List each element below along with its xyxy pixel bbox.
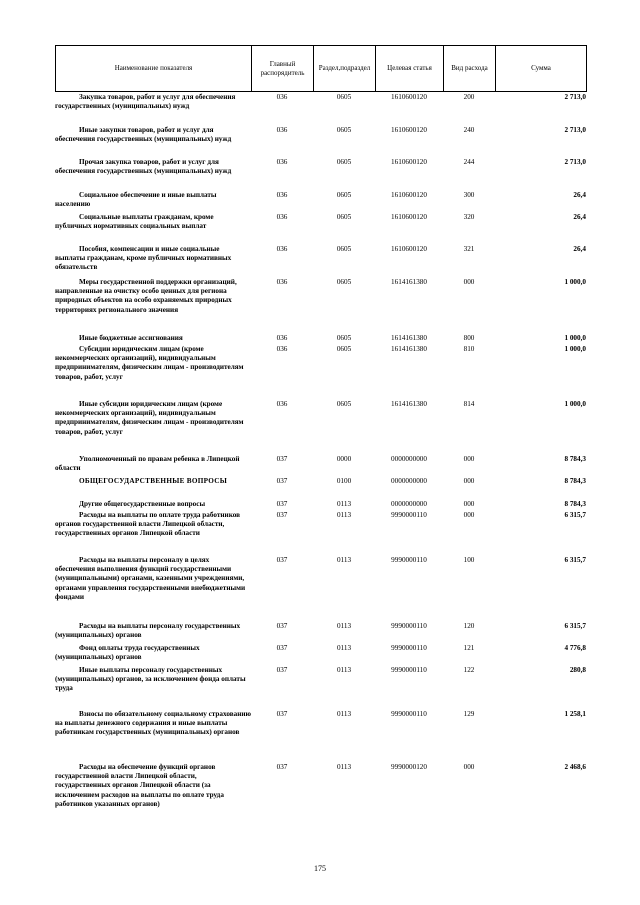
row-section: 0113 bbox=[336, 556, 352, 564]
row-grbs: 036 bbox=[276, 158, 288, 166]
row-section: 0605 bbox=[336, 345, 352, 353]
row-section: 0113 bbox=[336, 763, 352, 771]
row-sum: 2 468,6 bbox=[564, 763, 586, 771]
row-name: Другие общегосударственные вопросы bbox=[79, 500, 206, 508]
row-expense-type: 000 bbox=[463, 500, 475, 508]
row-target: 9990000110 bbox=[391, 556, 427, 564]
row-expense-type: 120 bbox=[463, 622, 475, 630]
row-name: Субсидии юридическим лицам (кроме некоммерческих организаций), индивидуальным предпринимателям, физическим лицам - производителям товаров, работ, услуг bbox=[55, 345, 244, 381]
row-expense-type: 000 bbox=[463, 477, 475, 485]
row-target: 1610600120 bbox=[391, 245, 427, 253]
row-grbs: 037 bbox=[276, 477, 288, 485]
row-target: 9990000120 bbox=[391, 763, 427, 771]
row-name: Взносы по обязательному социальному страхованию на выплаты денежного содержания и иные выплаты работникам государственных (муниципальных) органов bbox=[55, 710, 252, 737]
row-name: Расходы на выплаты по оплате труда работников органов государственной власти Липецкой области, государственных органов Липецкой области bbox=[55, 511, 241, 538]
row-sum: 1 258,1 bbox=[564, 710, 586, 718]
row-target: 1610600120 bbox=[391, 158, 427, 166]
row-target: 1614161380 bbox=[391, 278, 427, 286]
row-target: 9990000110 bbox=[391, 644, 427, 652]
table-header bbox=[55, 45, 587, 92]
row-grbs: 036 bbox=[276, 191, 288, 199]
row-expense-type: 810 bbox=[463, 345, 475, 353]
row-grbs: 037 bbox=[276, 622, 288, 630]
row-section: 0605 bbox=[336, 334, 352, 342]
row-sum: 8 784,3 bbox=[564, 455, 586, 463]
row-expense-type: 000 bbox=[463, 455, 475, 463]
row-sum: 1 000,0 bbox=[564, 400, 586, 408]
row-target: 9990000110 bbox=[391, 511, 427, 519]
row-target: 9990000110 bbox=[391, 622, 427, 630]
row-name: Социальное обеспечение и иные выплаты населению bbox=[55, 191, 217, 209]
row-target: 0000000000 bbox=[391, 500, 427, 508]
row-sum: 26,4 bbox=[573, 213, 586, 221]
row-name: Расходы на выплаты персоналу в целях обеспечения выполнения функций государственными (муниципальными) органами, казенными учреждениями, органами управления государственными внебюджетными фондами bbox=[55, 556, 246, 601]
header-sum: Сумма bbox=[496, 46, 587, 92]
row-expense-type: 122 bbox=[463, 666, 475, 674]
row-expense-type: 000 bbox=[463, 511, 475, 519]
row-name: Иные субсидии юридическим лицам (кроме некоммерческих организаций), индивидуальным предпринимателям, физическим лицам - производителям товаров, работ, услуг bbox=[55, 400, 244, 436]
header-section: Раздел,подраздел bbox=[314, 46, 376, 92]
row-name: Меры государственной поддержки организаций, направленные на очистку особо ценных для региона природных объектов на особо охраняемых природных территориях регионального значения bbox=[55, 278, 237, 314]
row-target: 9990000110 bbox=[391, 710, 427, 718]
row-target: 0000000000 bbox=[391, 455, 427, 463]
row-section: 0000 bbox=[336, 455, 352, 463]
row-name: Иные выплаты персоналу государственных (муниципальных) органов, за исключением фонда оплаты труда bbox=[55, 666, 246, 693]
row-expense-type: 240 bbox=[463, 126, 475, 134]
row-grbs: 037 bbox=[276, 644, 288, 652]
row-name: Иные бюджетные ассигнования bbox=[79, 334, 183, 342]
row-section: 0113 bbox=[336, 622, 352, 630]
row-grbs: 036 bbox=[276, 400, 288, 408]
row-grbs: 036 bbox=[276, 345, 288, 353]
row-section: 0605 bbox=[336, 245, 352, 253]
row-target: 1610600120 bbox=[391, 93, 427, 101]
row-expense-type: 000 bbox=[463, 278, 475, 286]
row-target: 1614161380 bbox=[391, 334, 427, 342]
row-grbs: 036 bbox=[276, 126, 288, 134]
row-grbs: 036 bbox=[276, 334, 288, 342]
row-grbs: 037 bbox=[276, 666, 288, 674]
row-target: 1610600120 bbox=[391, 126, 427, 134]
row-section: 0605 bbox=[336, 213, 352, 221]
row-sum: 2 713,0 bbox=[564, 158, 586, 166]
row-expense-type: 129 bbox=[463, 710, 475, 718]
row-grbs: 037 bbox=[276, 763, 288, 771]
row-sum: 280,8 bbox=[569, 666, 586, 674]
row-expense-type: 121 bbox=[463, 644, 475, 652]
row-sum: 2 713,0 bbox=[564, 126, 586, 134]
row-name: Уполномоченный по правам ребенка в Липецкой области bbox=[55, 455, 240, 473]
row-name: Расходы на обеспечение функций органов государственной власти Липецкой области, государственных органов Липецкой области (за исключением расходов на выплаты по оплате труда работников указанных органов) bbox=[55, 763, 224, 808]
row-expense-type: 320 bbox=[463, 213, 475, 221]
row-expense-type: 321 bbox=[463, 245, 475, 253]
row-section: 0113 bbox=[336, 500, 352, 508]
header-main-manager: Главный распорядитель bbox=[252, 46, 314, 92]
row-section: 0113 bbox=[336, 644, 352, 652]
row-sum: 26,4 bbox=[573, 191, 586, 199]
row-grbs: 036 bbox=[276, 245, 288, 253]
row-expense-type: 300 bbox=[463, 191, 475, 199]
row-target: 9990000110 bbox=[391, 666, 427, 674]
row-name: Прочая закупка товаров, работ и услуг для обеспечения государственных (муниципальных) нужд bbox=[55, 158, 232, 176]
row-sum: 2 713,0 bbox=[564, 93, 586, 101]
row-section: 0113 bbox=[336, 710, 352, 718]
row-section: 0113 bbox=[336, 666, 352, 674]
row-target: 1610600120 bbox=[391, 191, 427, 199]
row-sum: 6 315,7 bbox=[564, 556, 586, 564]
row-expense-type: 800 bbox=[463, 334, 475, 342]
row-section: 0605 bbox=[336, 278, 352, 286]
row-target: 0000000000 bbox=[391, 477, 427, 485]
row-expense-type: 814 bbox=[463, 400, 475, 408]
row-sum: 4 776,8 bbox=[564, 644, 586, 652]
row-name: Расходы на выплаты персоналу государственных (муниципальных) органов bbox=[55, 622, 241, 640]
row-section: 0113 bbox=[336, 511, 352, 519]
row-target: 1614161380 bbox=[391, 345, 427, 353]
row-sum: 1 000,0 bbox=[564, 334, 586, 342]
row-sum: 26,4 bbox=[573, 245, 586, 253]
row-name: Закупка товаров, работ и услуг для обеспечения государственных (муниципальных) нужд bbox=[55, 93, 236, 111]
row-sum: 8 784,3 bbox=[564, 500, 586, 508]
row-section: 0605 bbox=[336, 158, 352, 166]
row-grbs: 037 bbox=[276, 556, 288, 564]
row-sum: 6 315,7 bbox=[564, 622, 586, 630]
row-grbs: 037 bbox=[276, 500, 288, 508]
row-grbs: 037 bbox=[276, 511, 288, 519]
row-target: 1614161380 bbox=[391, 400, 427, 408]
row-name: Социальные выплаты гражданам, кроме публичных нормативных социальных выплат bbox=[55, 213, 214, 231]
row-sum: 1 000,0 bbox=[564, 278, 586, 286]
row-expense-type: 000 bbox=[463, 763, 475, 771]
header-name: Наименование показателя bbox=[56, 46, 252, 92]
row-section: 0100 bbox=[336, 477, 352, 485]
row-sum: 6 315,7 bbox=[564, 511, 586, 519]
row-grbs: 037 bbox=[276, 710, 288, 718]
row-name: Иные закупки товаров, работ и услуг для обеспечения государственных (муниципальных) нужд bbox=[55, 126, 232, 144]
row-section: 0605 bbox=[336, 93, 352, 101]
row-expense-type: 200 bbox=[463, 93, 475, 101]
page-number: 175 bbox=[314, 864, 326, 873]
row-grbs: 037 bbox=[276, 455, 288, 463]
row-name: Фонд оплаты труда государственных (муниципальных) органов bbox=[55, 644, 200, 662]
header-expense-type: Вид расхода bbox=[444, 46, 496, 92]
row-name: Пособия, компенсации и иные социальные выплаты гражданам, кроме публичных нормативных обязательств bbox=[55, 245, 232, 272]
row-expense-type: 100 bbox=[463, 556, 475, 564]
row-grbs: 036 bbox=[276, 93, 288, 101]
row-sum: 8 784,3 bbox=[564, 477, 586, 485]
row-section: 0605 bbox=[336, 191, 352, 199]
row-target: 1610600120 bbox=[391, 213, 427, 221]
row-expense-type: 244 bbox=[463, 158, 475, 166]
header-target: Целевая статья bbox=[376, 46, 444, 92]
row-grbs: 036 bbox=[276, 278, 288, 286]
row-sum: 1 000,0 bbox=[564, 345, 586, 353]
row-grbs: 036 bbox=[276, 213, 288, 221]
row-name: ОБЩЕГОСУДАРСТВЕННЫЕ ВОПРОСЫ bbox=[79, 477, 228, 485]
row-section: 0605 bbox=[336, 126, 352, 134]
row-section: 0605 bbox=[336, 400, 352, 408]
